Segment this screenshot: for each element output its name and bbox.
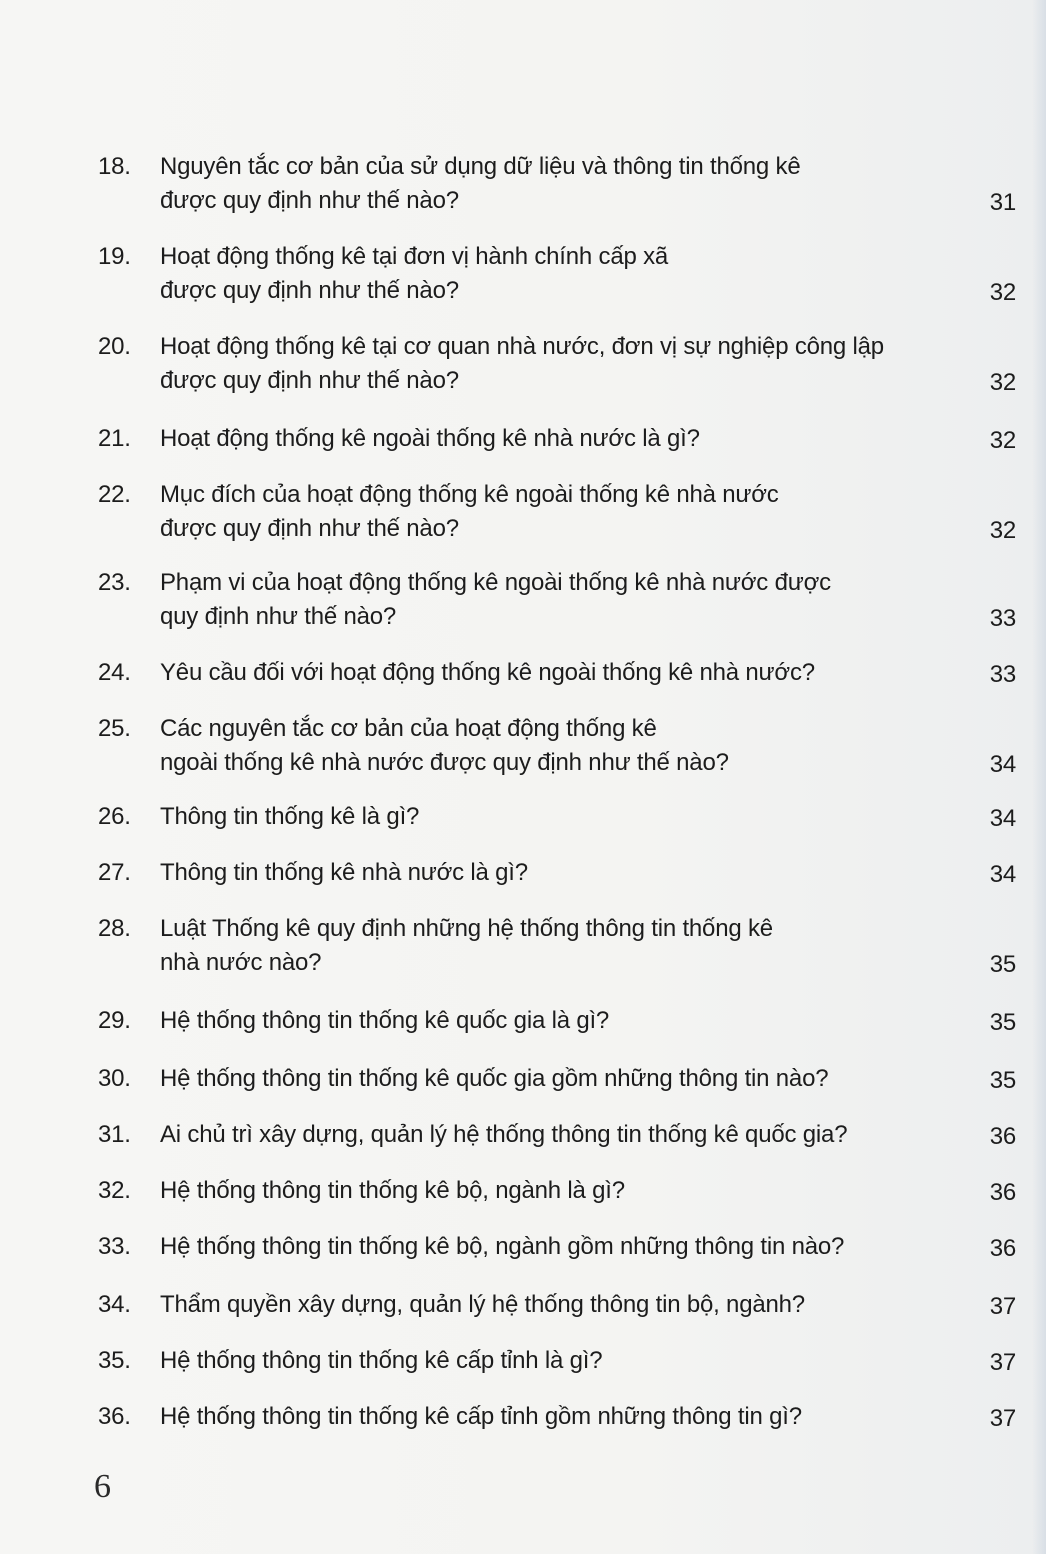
entry-number: 25.	[98, 715, 131, 742]
page-number: 6	[94, 1468, 111, 1505]
entry-page-number: 36	[989, 1179, 1016, 1206]
entry-number: 27.	[98, 859, 131, 886]
page-edge-shadow	[1032, 0, 1046, 1554]
entry-number: 34.	[98, 1291, 131, 1318]
entry-title-line: Thẩm quyền xây dựng, quản lý hệ thống thông tin bộ, ngành?	[160, 1291, 805, 1318]
entry-number: 32.	[98, 1177, 131, 1204]
entry-page-number: 37	[989, 1349, 1016, 1376]
entry-title	[160, 1118, 900, 1152]
entry-title-line: được quy định như thế nào?	[160, 515, 459, 542]
entry-title-line: được quy định như thế nào?	[160, 367, 459, 394]
entry-title	[160, 712, 900, 780]
entry-number: 30.	[98, 1065, 131, 1092]
entry-page-number: 36	[989, 1235, 1016, 1262]
entry-number: 19.	[98, 243, 131, 270]
entry-page-number: 31	[989, 189, 1016, 216]
entry-title-line: Phạm vi của hoạt động thống kê ngoài thống kê nhà nước được	[160, 569, 831, 596]
entry-page-number: 34	[989, 751, 1016, 778]
entry-title	[160, 912, 900, 980]
entry-title	[160, 330, 900, 398]
entry-title-line: Thông tin thống kê là gì?	[160, 803, 420, 830]
entry-page-number: 33	[989, 605, 1016, 632]
entry-page-number: 32	[989, 517, 1016, 544]
entry-page-number: 35	[989, 1009, 1016, 1036]
entry-title	[160, 1230, 900, 1264]
entry-number: 33.	[98, 1233, 131, 1260]
entry-title-line: Nguyên tắc cơ bản của sử dụng dữ liệu và thông tin thống kê	[160, 153, 801, 180]
entry-title	[160, 1400, 900, 1434]
entry-page-number: 35	[989, 1067, 1016, 1094]
entry-title-line: Hệ thống thông tin thống kê bộ, ngành là gì?	[160, 1177, 625, 1204]
entry-number: 22.	[98, 481, 131, 508]
entry-title	[160, 566, 900, 634]
entry-title	[160, 1344, 900, 1378]
entry-number: 20.	[98, 333, 131, 360]
entry-title	[160, 240, 900, 308]
entry-number: 35.	[98, 1347, 131, 1374]
entry-title-line: Hoạt động thống kê ngoài thống kê nhà nước là gì?	[160, 425, 700, 452]
entry-title-line: Hoạt động thống kê tại đơn vị hành chính cấp xã	[160, 243, 669, 270]
entry-title-line: Thông tin thống kê nhà nước là gì?	[160, 859, 528, 886]
entry-number: 18.	[98, 153, 131, 180]
entry-page-number: 32	[989, 279, 1016, 306]
entry-number: 29.	[98, 1007, 131, 1034]
entry-title-line: Hệ thống thông tin thống kê quốc gia gồm những thông tin nào?	[160, 1065, 829, 1092]
entry-title-line: quy định như thế nào?	[160, 603, 397, 630]
entry-page-number: 33	[989, 661, 1016, 688]
entry-title-line: Luật Thống kê quy định những hệ thống thông tin thống kê	[160, 915, 773, 942]
entry-title	[160, 1174, 900, 1208]
entry-title-line: Hoạt động thống kê tại cơ quan nhà nước, đơn vị sự nghiệp công lập	[160, 333, 884, 360]
entry-title	[160, 1062, 900, 1096]
entry-page-number: 34	[989, 861, 1016, 888]
entry-title-line: Hệ thống thông tin thống kê cấp tỉnh là gì?	[160, 1347, 603, 1374]
entry-title	[160, 656, 900, 690]
entry-number: 26.	[98, 803, 131, 830]
entry-title	[160, 1004, 900, 1038]
entry-title-line: Hệ thống thông tin thống kê bộ, ngành gồm những thông tin nào?	[160, 1233, 845, 1260]
entry-title-line: Ai chủ trì xây dựng, quản lý hệ thống thông tin thống kê quốc gia?	[160, 1121, 848, 1148]
entry-title-line: Yêu cầu đối với hoạt động thống kê ngoài thống kê nhà nước?	[160, 659, 815, 686]
entry-page-number: 34	[989, 805, 1016, 832]
entry-title	[160, 1288, 900, 1322]
entry-number: 24.	[98, 659, 131, 686]
entry-page-number: 32	[989, 427, 1016, 454]
entry-number: 36.	[98, 1403, 131, 1430]
entry-number: 23.	[98, 569, 131, 596]
entry-page-number: 35	[989, 951, 1016, 978]
entry-title-line: Hệ thống thông tin thống kê quốc gia là gì?	[160, 1007, 610, 1034]
entry-title	[160, 856, 900, 890]
entry-title-line: được quy định như thế nào?	[160, 187, 459, 214]
entry-title	[160, 800, 900, 834]
entry-page-number: 37	[989, 1293, 1016, 1320]
entry-title	[160, 422, 900, 456]
entry-title-line: được quy định như thế nào?	[160, 277, 459, 304]
entry-page-number: 32	[989, 369, 1016, 396]
entry-title-line: nhà nước nào?	[160, 949, 322, 976]
entry-title-line: Hệ thống thông tin thống kê cấp tỉnh gồm những thông tin gì?	[160, 1403, 802, 1430]
entry-title-line: Các nguyên tắc cơ bản của hoạt động thống kê	[160, 715, 657, 742]
entry-title	[160, 478, 900, 546]
entry-number: 21.	[98, 425, 131, 452]
entry-title-line: ngoài thống kê nhà nước được quy định như thế nào?	[160, 749, 729, 776]
entry-page-number: 36	[989, 1123, 1016, 1150]
entry-title-line: Mục đích của hoạt động thống kê ngoài thống kê nhà nước	[160, 481, 779, 508]
entry-number: 28.	[98, 915, 131, 942]
entry-page-number: 37	[989, 1405, 1016, 1432]
entry-number: 31.	[98, 1121, 131, 1148]
entry-title	[160, 150, 900, 218]
